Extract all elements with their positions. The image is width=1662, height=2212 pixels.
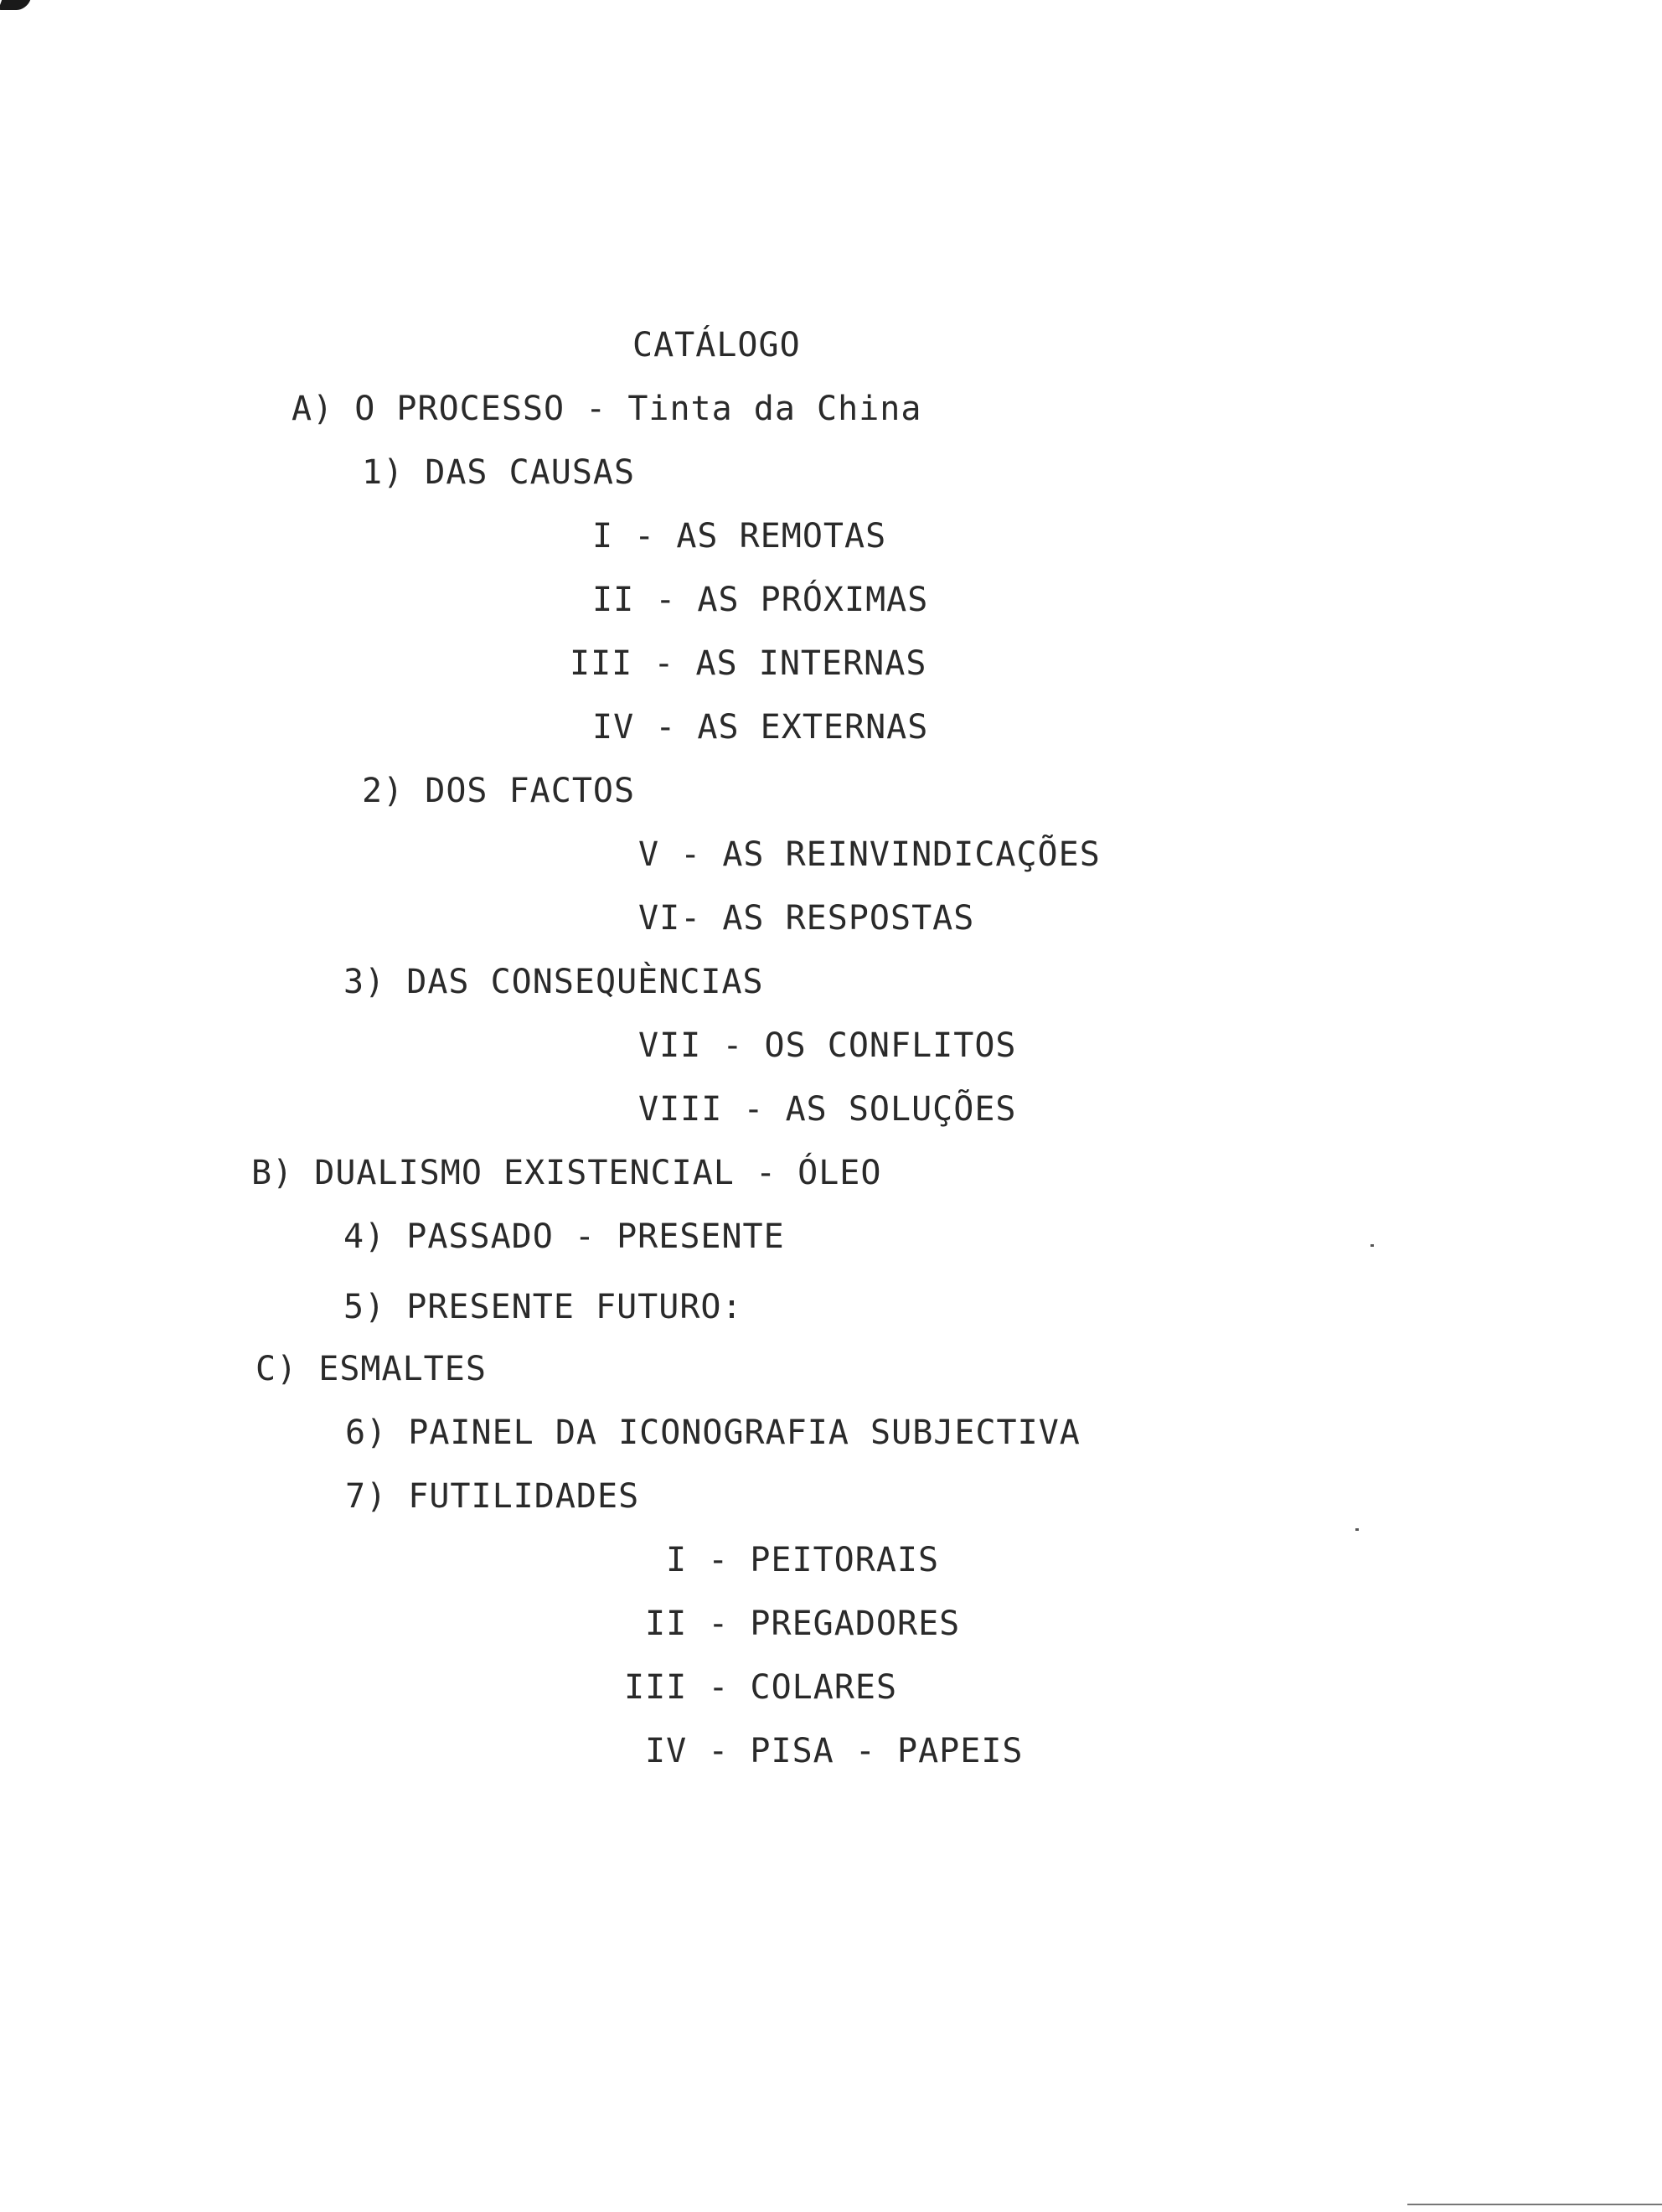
- scan-speck: [1370, 1244, 1374, 1247]
- list-item-1-iii: III - AS INTERNAS: [570, 644, 927, 683]
- subsection-2-heading: 2) DOS FACTOS: [362, 772, 636, 810]
- list-item-2-v: V - AS REINVINDICAÇÕES: [638, 835, 1101, 874]
- section-b-heading: B) DUALISMO EXISTENCIAL - ÓLEO: [251, 1154, 882, 1192]
- subsection-7-heading: 7) FUTILIDADES: [345, 1477, 640, 1516]
- list-item-2-vi: VI- AS RESPOSTAS: [638, 899, 975, 938]
- section-c-heading: C) ESMALTES: [255, 1350, 487, 1388]
- list-item-1-iv: IV - AS EXTERNAS: [592, 708, 929, 747]
- list-item-1-ii: II - AS PRÓXIMAS: [592, 581, 929, 619]
- list-item-7-ii: II - PREGADORES: [645, 1605, 961, 1643]
- subsection-4-heading: 4) PASSADO - PRESENTE: [343, 1217, 785, 1256]
- catalog-title: CATÁLOGO: [632, 326, 801, 364]
- section-a-heading: A) O PROCESSO - Tinta da China: [292, 390, 922, 428]
- subsection-5-heading: 5) PRESENTE FUTURO:: [343, 1288, 743, 1326]
- subsection-3-heading: 3) DAS CONSEQUÈNCIAS: [343, 963, 764, 1001]
- scan-speck: [1355, 1528, 1359, 1531]
- list-item-7-iii: III - COLARES: [624, 1668, 898, 1707]
- subsection-1-heading: 1) DAS CAUSAS: [362, 453, 636, 492]
- list-item-3-vii: VII - OS CONFLITOS: [638, 1026, 1017, 1065]
- scan-bottom-edge: [1407, 2204, 1662, 2205]
- list-item-7-i: I - PEITORAIS: [666, 1541, 940, 1579]
- list-item-7-iv: IV - PISA - PAPEIS: [645, 1732, 1024, 1770]
- list-item-1-i: I - AS REMOTAS: [592, 517, 887, 556]
- scan-corner-mark: [0, 0, 30, 10]
- list-item-3-viii: VIII - AS SOLUÇÕES: [638, 1090, 1017, 1129]
- subsection-6-heading: 6) PAINEL DA ICONOGRAFIA SUBJECTIVA: [345, 1414, 1081, 1452]
